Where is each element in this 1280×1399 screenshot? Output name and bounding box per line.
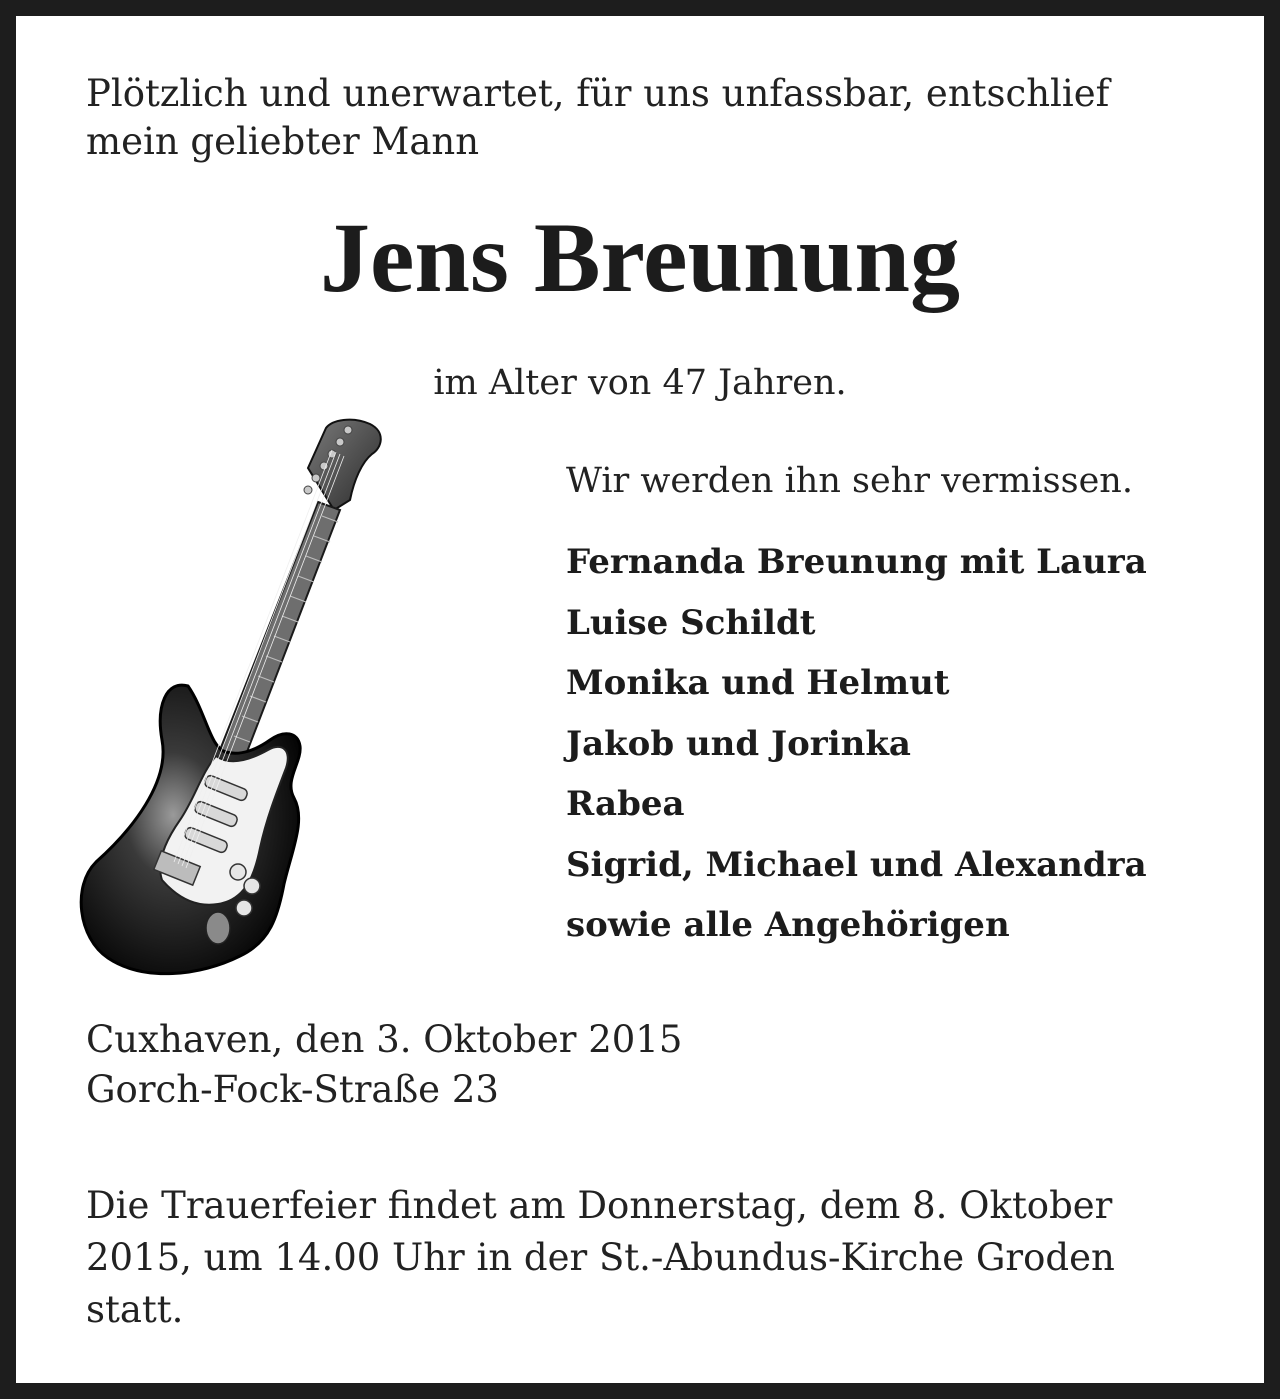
funeral-line-2: 2015, um 14.00 Uhr in der St.-Abundus-Kirche Groden bbox=[86, 1236, 1115, 1279]
deceased-name: Jens Breunung bbox=[319, 202, 961, 313]
intro-line-1: Plötzlich und unerwartet, für uns unfassbar, entschlief bbox=[86, 72, 1110, 115]
mourner-name: Monika und Helmut bbox=[566, 663, 950, 703]
intro-text bbox=[86, 70, 1196, 166]
mourner-name: Rabea bbox=[566, 784, 685, 824]
miss-line: Wir werden ihn sehr vermissen. bbox=[566, 461, 1133, 501]
mourner-name: Fernanda Breunung mit Laura bbox=[566, 542, 1147, 582]
funeral-info bbox=[86, 1180, 1206, 1336]
place-and-date bbox=[86, 1015, 986, 1115]
intro-line-2: mein geliebter Mann bbox=[86, 120, 480, 163]
funeral-line-1: Die Trauerfeier findet am Donnerstag, dem 8. Oktober bbox=[86, 1184, 1113, 1227]
mourners-list bbox=[566, 532, 1147, 956]
mourner-name: Luise Schildt bbox=[566, 602, 816, 643]
mourner-name: Sigrid, Michael und Alexandra bbox=[566, 844, 1147, 885]
place-date-line: Cuxhaven, den 3. Oktober 2015 bbox=[86, 1018, 683, 1061]
mourner-name: sowie alle Angehörigen bbox=[566, 905, 1010, 945]
mourner-name: Jakob und Jorinka bbox=[566, 723, 911, 764]
funeral-line-3: statt. bbox=[86, 1288, 184, 1331]
electric-guitar-icon bbox=[70, 410, 410, 990]
address-line: Gorch-Fock-Straße 23 bbox=[86, 1068, 499, 1111]
age-line: im Alter von 47 Jahren. bbox=[433, 363, 847, 403]
